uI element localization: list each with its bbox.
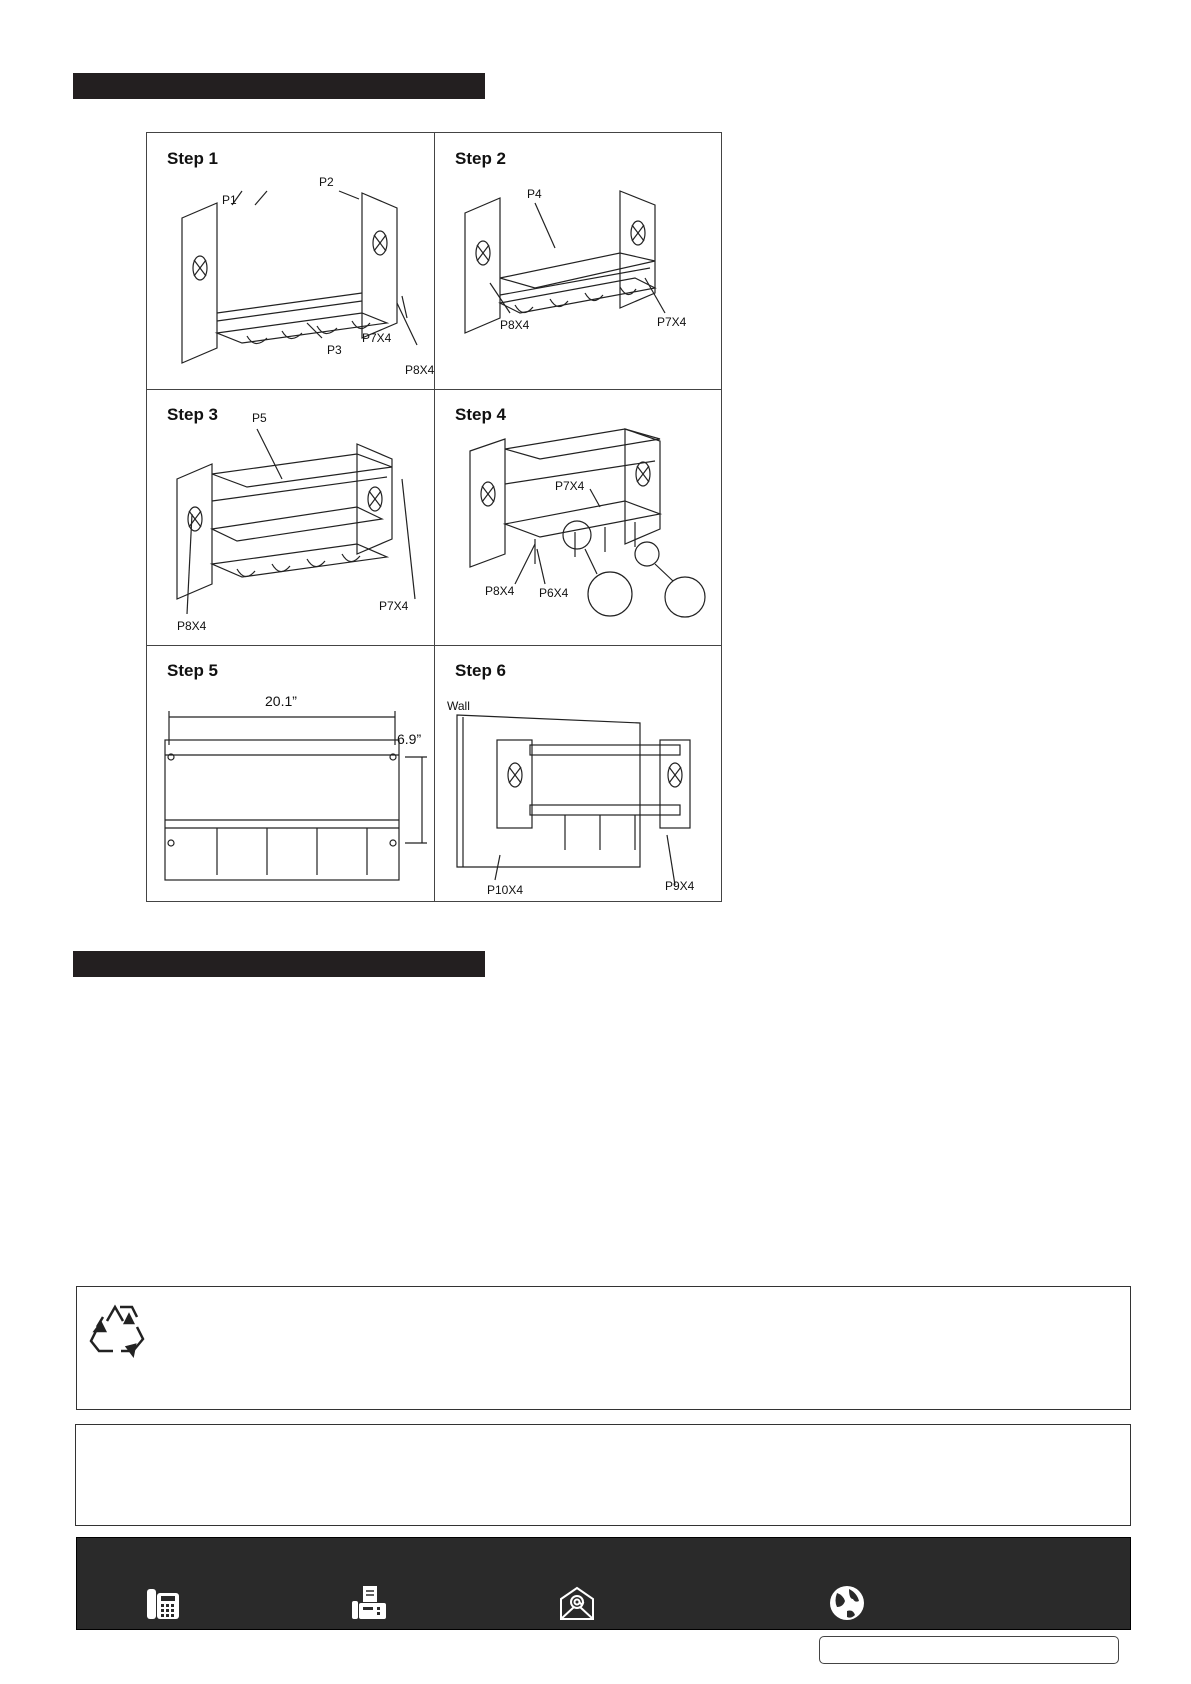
- step-3-panel: [147, 389, 435, 645]
- step-6-diagram: [435, 645, 723, 901]
- step-title: Step 3: [167, 405, 219, 424]
- step-4-panel: [435, 389, 723, 645]
- part-label: P8X4: [500, 318, 530, 332]
- part-label: P6X4: [539, 586, 569, 600]
- phone-icon: [143, 1583, 183, 1623]
- part-label: P7X4: [657, 315, 687, 329]
- fax-icon: [349, 1583, 389, 1623]
- step-2-panel: [435, 133, 723, 389]
- part-label: P3: [327, 343, 342, 357]
- globe-icon: [827, 1583, 867, 1623]
- part-label: P8X4: [177, 619, 207, 633]
- recycling-notice-box: [76, 1286, 1131, 1410]
- page-reference-box: [819, 1636, 1119, 1664]
- step-title: Step 5: [167, 661, 219, 680]
- part-label: P7X4: [362, 331, 392, 345]
- part-label: P8X4: [485, 584, 515, 598]
- recycle-icon: [87, 1299, 147, 1359]
- part-label: P5: [252, 411, 267, 425]
- step-6-panel: [435, 645, 723, 901]
- step-5-panel: [147, 645, 435, 901]
- part-label: P1: [222, 193, 237, 207]
- part-label: P10X4: [487, 883, 524, 897]
- part-label: P8X4: [405, 363, 435, 377]
- step-title: Step 4: [455, 405, 507, 424]
- part-label: P7X4: [379, 599, 409, 613]
- step-1-panel: [147, 133, 435, 389]
- step-title: Step 6: [455, 661, 507, 680]
- step-1-diagram: [147, 133, 435, 389]
- step-4-diagram: [435, 389, 723, 645]
- email-icon: [557, 1583, 597, 1623]
- height-dimension-label: 6.9”: [397, 731, 422, 747]
- note-box: [75, 1424, 1131, 1526]
- part-label: P4: [527, 187, 542, 201]
- part-label: P2: [319, 175, 334, 189]
- part-label: P7X4: [555, 479, 585, 493]
- step-2-diagram: [435, 133, 723, 389]
- wall-label: Wall: [447, 699, 470, 713]
- step-title: Step 2: [455, 149, 507, 168]
- part-label: P9X4: [665, 879, 695, 893]
- section-header-bar: [73, 73, 485, 99]
- section-header-bar: [73, 951, 485, 977]
- assembly-steps-grid: [146, 132, 722, 902]
- contact-footer: [76, 1537, 1131, 1630]
- step-5-diagram: [147, 645, 435, 901]
- width-dimension-label: 20.1”: [265, 693, 297, 709]
- step-title: Step 1: [167, 149, 219, 168]
